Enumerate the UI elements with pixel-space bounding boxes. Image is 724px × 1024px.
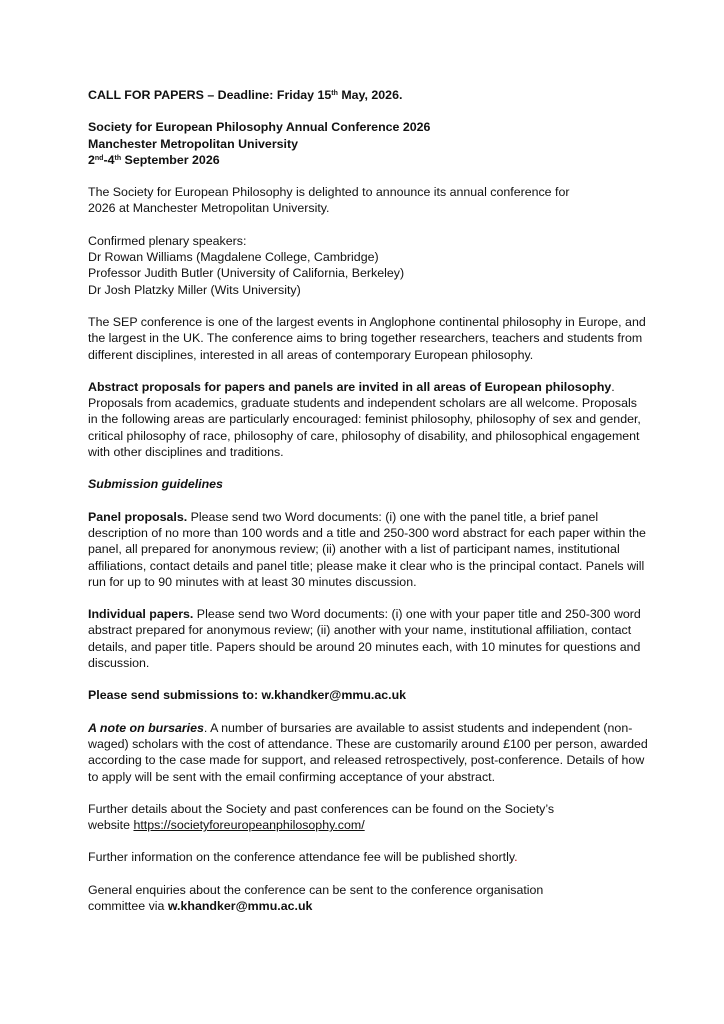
enquiries-paragraph: General enquiries about the conference can be sent to the conference organisation committee via w.khandker@mmu.ac.uk bbox=[88, 882, 544, 913]
event-venue: Manchester Metropolitan University bbox=[88, 136, 298, 151]
abstracts-paragraph: Abstract proposals for papers and panels are invited in all areas of European philosophy. Proposals from academics, graduate students and independent scholars are all welcome. Proposals in the following areas are particularly encouraged: feminist philosophy, philosophy of sex and gender, critical philosophy of race, philosophy of care, philosophy of disability, and philosophical engagement with other disciplines and traditions. bbox=[88, 379, 641, 460]
about-paragraph: The SEP conference is one of the largest events in Anglophone continental philosophy in Europe, and the largest in the UK. The conference aims to bring together researchers, teachers and students from different disciplines, interested in all areas of contemporary European philosophy. bbox=[88, 314, 646, 362]
document-body bbox=[88, 87, 648, 930]
society-website-link[interactable]: https://societyforeuropeanphilosophy.com/ bbox=[133, 818, 365, 833]
event-info bbox=[88, 119, 648, 168]
event-dates: 2nd-4th September 2026 bbox=[88, 152, 220, 167]
plenary-speakers bbox=[88, 233, 648, 298]
submission-guidelines-heading: Submission guidelines bbox=[88, 477, 223, 492]
intro-paragraph: The Society for European Philosophy is delighted to announce its annual conference for 2026 at Manchester Metropolitan University. bbox=[88, 185, 570, 216]
event-name: Society for European Philosophy Annual Conference 2026 bbox=[88, 120, 431, 135]
fee-paragraph: Further information on the conference attendance fee will be published shortly. bbox=[88, 850, 518, 865]
call-for-papers-heading: CALL FOR PAPERS – Deadline: Friday 15th May, 2026. bbox=[88, 88, 403, 102]
submission-email-line: Please send submissions to: w.khandker@mmu.ac.uk bbox=[88, 688, 407, 703]
speaker-item: Dr Josh Platzky Miller (Wits University) bbox=[88, 282, 301, 297]
further-details-paragraph: Further details about the Society and past conferences can be found on the Society’s website https://societyforeuropeanphilosophy.com/ bbox=[88, 801, 555, 833]
panel-proposals-paragraph: Panel proposals. Please send two Word documents: (i) one with the panel title, a brief panel description of no more than 100 words and a title and 250-300 word abstract for each paper within the panel, all prepared for anonymous review; (ii) another with a list of participant names, institutional affiliations, contact details and panel title; please make it clear who is the principal contact. Panels will run for up to 90 minutes with at least 30 minutes discussion. bbox=[88, 509, 646, 589]
bursaries-paragraph: A note on bursaries. A number of bursaries are available to assist students and independent (non-waged) scholars with the cost of attendance. These are customarily around £100 per person, awarded according to the case made for support, and released retrospectively, post-conference. Details of how to apply will be sent with the email confirming acceptance of your abstract. bbox=[88, 720, 648, 784]
individual-papers-paragraph: Individual papers. Please send two Word documents: (i) one with your paper title and 250-300 word abstract prepared for anonymous review; (ii) another with your name, institutional affiliation, contact details, and paper title. Papers should be around 20 minutes each, with 10 minutes for questions and discussion. bbox=[88, 607, 641, 671]
speaker-item: Professor Judith Butler (University of California, Berkeley) bbox=[88, 266, 405, 281]
plenary-speakers-heading: Confirmed plenary speakers: bbox=[88, 233, 247, 248]
speaker-item: Dr Rowan Williams (Magdalene College, Cambridge) bbox=[88, 250, 379, 265]
enquiries-email[interactable]: w.khandker@mmu.ac.uk bbox=[167, 898, 313, 913]
